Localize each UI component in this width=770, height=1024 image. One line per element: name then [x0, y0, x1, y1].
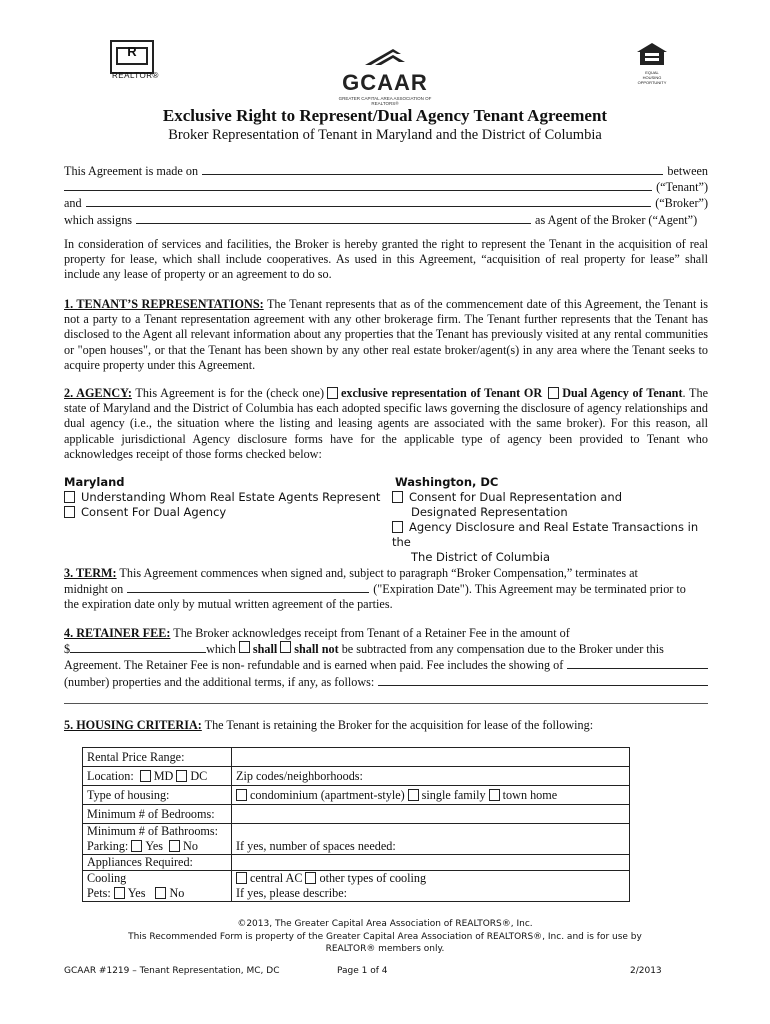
page-title: Exclusive Right to Represent/Dual Agency Tenant Agreement [162, 106, 608, 125]
table-row [83, 805, 630, 824]
form-id: GCAAR #1219 – Tenant Representation, MC, DC [64, 966, 280, 976]
section-3-heading: 3. TERM: [64, 566, 117, 580]
section-1 [64, 297, 708, 373]
additional-terms-field[interactable] [378, 674, 708, 686]
bedrooms-field[interactable] [232, 805, 630, 824]
dc-disclosure-label: Agency Disclosure and Real Estate Transactions in the [392, 520, 699, 549]
table-row [83, 824, 630, 840]
shall-checkbox[interactable] [239, 641, 250, 653]
table-row [83, 839, 630, 855]
rental-price-label: Rental Price Range: [83, 748, 232, 767]
dc-disclosure-label-2: The District of Columbia [411, 550, 551, 564]
gcaar-logo-icon [335, 46, 435, 106]
housing-criteria-table [82, 747, 630, 902]
realtor-logo-icon [110, 40, 154, 74]
gcaar-sub: GREATER CAPITAL AREA ASSOCIATION OF REALTORS® [338, 96, 432, 106]
md-location-checkbox[interactable] [140, 770, 151, 782]
section-3 [64, 566, 708, 613]
parking-cell [83, 839, 232, 855]
central-ac-label: central AC [250, 871, 303, 885]
pets-no-checkbox[interactable] [155, 887, 166, 899]
parties-block [64, 163, 708, 228]
showings-count-field[interactable] [567, 657, 708, 669]
parking-yes-checkbox[interactable] [131, 840, 142, 852]
section-2-lead: This Agreement is for the (check one) [135, 386, 325, 400]
which-assigns-label: which assigns [64, 212, 133, 227]
parking-no-label: No [183, 839, 198, 853]
page-number: Page 1 of 4 [337, 966, 388, 976]
parking-no-checkbox[interactable] [169, 840, 180, 852]
made-on-label: This Agreement is made on [64, 164, 199, 178]
section-3-text-3: the expiration date only by mutual written agreement of the parties. [64, 597, 393, 612]
cooling-label: Cooling [83, 871, 232, 887]
exclusive-option: exclusive representation of Tenant OR [341, 386, 543, 400]
realtor-logo-letter: R [127, 44, 137, 59]
dc-consent-label: Consent for Dual Representation and [409, 490, 623, 504]
expiration-date-field[interactable] [127, 581, 369, 593]
midnight-label: midnight on [64, 582, 124, 597]
md-consent-checkbox[interactable] [64, 506, 75, 518]
town-home-checkbox[interactable] [489, 789, 500, 801]
parking-spaces-label: If yes, number of spaces needed: [236, 839, 396, 853]
form-date: 2/2013 [630, 966, 662, 976]
other-cooling-label: other types of cooling [319, 871, 427, 885]
pets-describe-label: If yes, please describe: [236, 886, 347, 900]
section-4-heading: 4. RETAINER FEE: [64, 626, 171, 640]
other-cooling-checkbox[interactable] [305, 872, 316, 884]
copyright-line: ©2013, The Greater Capital Area Association of REALTORS®, Inc. [237, 919, 533, 929]
pets-yes-label: Yes [127, 886, 146, 900]
single-family-label: single family [421, 787, 486, 802]
intro-paragraph: In consideration of services and facilities, the Broker is hereby granted the right to represent the Tenant in the acquisition of real property for lease, which shall include cooperatives. As used in this Agreement, “acquisition of real property for lease” shall include any lease of property or an agreement to do so. [64, 237, 708, 282]
bathrooms-label: Minimum # of Bathrooms: [83, 824, 232, 840]
shall-label: shall [252, 642, 278, 657]
table-row [83, 748, 630, 767]
pets-describe-field[interactable] [232, 886, 630, 902]
section-3-text-1: This Agreement commences when signed and, subject to paragraph “Broker Compensation,” terminates at [119, 566, 638, 580]
dc-heading: Washington, DC [395, 475, 499, 489]
dual-agency-option-tenant: Tenant [646, 386, 683, 400]
single-family-checkbox[interactable] [408, 789, 419, 801]
section-2-text: . The state of Maryland and the District of Columbia has each adopted specific laws governing the disclosure of agency relationships and dual agency (i.e., the situation where the listing and leasing agents are associated with the same broker). For this reason, all applicable jurisdictional Agency disclosure forms have for the applicable type of agency been provided to Tenant who acknowledges receipt of those forms checked below: [64, 386, 708, 461]
shall-not-checkbox[interactable] [280, 641, 291, 653]
section-5-heading: 5. HOUSING CRITERIA: [64, 718, 202, 732]
dc-location-label: DC [190, 768, 208, 783]
dc-location-checkbox[interactable] [176, 770, 187, 782]
section-4-text-2: be subtracted from any compensation due to the Broker under this [341, 642, 664, 657]
section-1-text: The Tenant represents that as of the commencement date of this Agreement, the Tenant is not a party to a Tenant representation agreement with any other brokerage firm. The Tenant further represents that the Tenant has disclosed to the Agent all relevant information about any properties that the Tenant has previously visited at any rental communities or "open houses", or that the Tenant has been shown by any other real estate broker/agent(s) in any area where the Tenant seeks to acquire property under this Agreement. [64, 297, 708, 372]
table-row [83, 886, 630, 902]
section-1-heading: 1. TENANT’S REPRESENTATIONS: [64, 297, 264, 311]
town-home-label: town home [502, 787, 558, 802]
broker-field[interactable] [86, 195, 652, 207]
dollar-sign: $ [64, 642, 71, 657]
md-location-label: MD [153, 768, 174, 783]
tenant-field[interactable] [64, 179, 652, 191]
gcaar-name: GCAAR [342, 70, 428, 95]
table-row [83, 767, 630, 786]
broker-label: (“Broker”) [655, 196, 708, 211]
section-2 [64, 386, 708, 462]
eho-house-icon [636, 42, 668, 66]
dual-agency-option: Dual Agency of [562, 386, 643, 400]
shall-not-label: shall not [294, 642, 339, 657]
md-understanding-label: Understanding Whom Real Estate Agents Represent [81, 490, 381, 504]
section-5-text: The Tenant is retaining the Broker for the acquisition for lease of the following: [204, 718, 594, 732]
cooling-cell [232, 871, 630, 887]
dc-forms [392, 475, 712, 565]
between-label: between [667, 164, 708, 178]
pets-no-label: No [169, 886, 185, 900]
pets-yes-checkbox[interactable] [114, 887, 125, 899]
exclusive-checkbox[interactable] [327, 387, 338, 399]
parking-spaces-field[interactable] [232, 839, 630, 855]
zip-label: Zip codes/neighborhoods: [236, 768, 363, 783]
and-label: and [64, 196, 82, 211]
date-field[interactable] [202, 163, 663, 175]
realtor-label: REALTOR® [112, 71, 159, 80]
pets-cell [83, 886, 232, 902]
divider [64, 703, 708, 704]
appliances-field[interactable] [232, 855, 630, 871]
location-label: Location: [87, 768, 134, 783]
dc-consent-label-2: Designated Representation [411, 505, 568, 519]
housing-type-label: Type of housing: [83, 786, 232, 805]
gcaar-roof-icon [335, 46, 435, 66]
rental-price-field[interactable] [232, 748, 630, 767]
page-subtitle: Broker Representation of Tenant in Maryland and the District of Columbia [168, 127, 602, 143]
zip-field[interactable] [232, 767, 630, 786]
appliances-label: Appliances Required: [83, 855, 232, 871]
parking-yes-label: Yes [145, 839, 164, 853]
dual-agency-checkbox[interactable] [548, 387, 559, 399]
members-line: REALTOR® members only. [325, 944, 445, 954]
table-row [83, 855, 630, 871]
section-4-text-4: (number) properties and the additional terms, if any, as follows: [64, 674, 375, 689]
section-4 [64, 626, 708, 690]
md-understanding-checkbox[interactable] [64, 491, 75, 503]
dc-consent-checkbox[interactable] [392, 491, 403, 503]
eho-label: EQUAL HOUSING OPPORTUNITY [637, 70, 667, 85]
pets-label: Pets: [87, 886, 111, 900]
condo-checkbox[interactable] [236, 789, 247, 801]
section-3-text-2: ("Expiration Date"). This Agreement may be terminated prior to [373, 582, 686, 597]
equal-housing-icon [636, 42, 668, 85]
table-row [83, 786, 630, 805]
table-row [83, 871, 630, 887]
agent-field[interactable] [136, 212, 531, 224]
tenant-label: (“Tenant”) [656, 180, 708, 195]
retainer-amount-field[interactable] [70, 641, 206, 653]
housing-type-cell [232, 786, 630, 805]
location-cell [83, 767, 232, 786]
central-ac-checkbox[interactable] [236, 872, 247, 884]
maryland-heading: Maryland [64, 475, 125, 489]
maryland-forms [64, 475, 384, 520]
which-label: which [206, 642, 236, 657]
agent-label: as Agent of the Broker (“Agent”) [535, 212, 698, 227]
bathrooms-field[interactable] [232, 824, 630, 840]
condo-label: condominium (apartment-style) [250, 787, 405, 802]
dc-disclosure-checkbox[interactable] [392, 521, 403, 533]
bedrooms-label: Minimum # of Bedrooms: [83, 805, 232, 824]
md-consent-label: Consent For Dual Agency [81, 505, 227, 519]
section-4-text-3: Agreement. The Retainer Fee is non- refundable and is earned when paid. Fee includes the showing of [64, 658, 564, 673]
parking-label: Parking: [87, 839, 129, 853]
section-4-text-1: The Broker acknowledges receipt from Tenant of a Retainer Fee in the amount of [173, 626, 570, 640]
section-5 [64, 718, 708, 733]
ownership-line: This Recommended Form is property of the Greater Capital Area Association of REALTORS®, Inc. and is for use by [128, 931, 642, 942]
section-2-heading: 2. AGENCY: [64, 386, 132, 400]
footer-notice [0, 918, 770, 956]
